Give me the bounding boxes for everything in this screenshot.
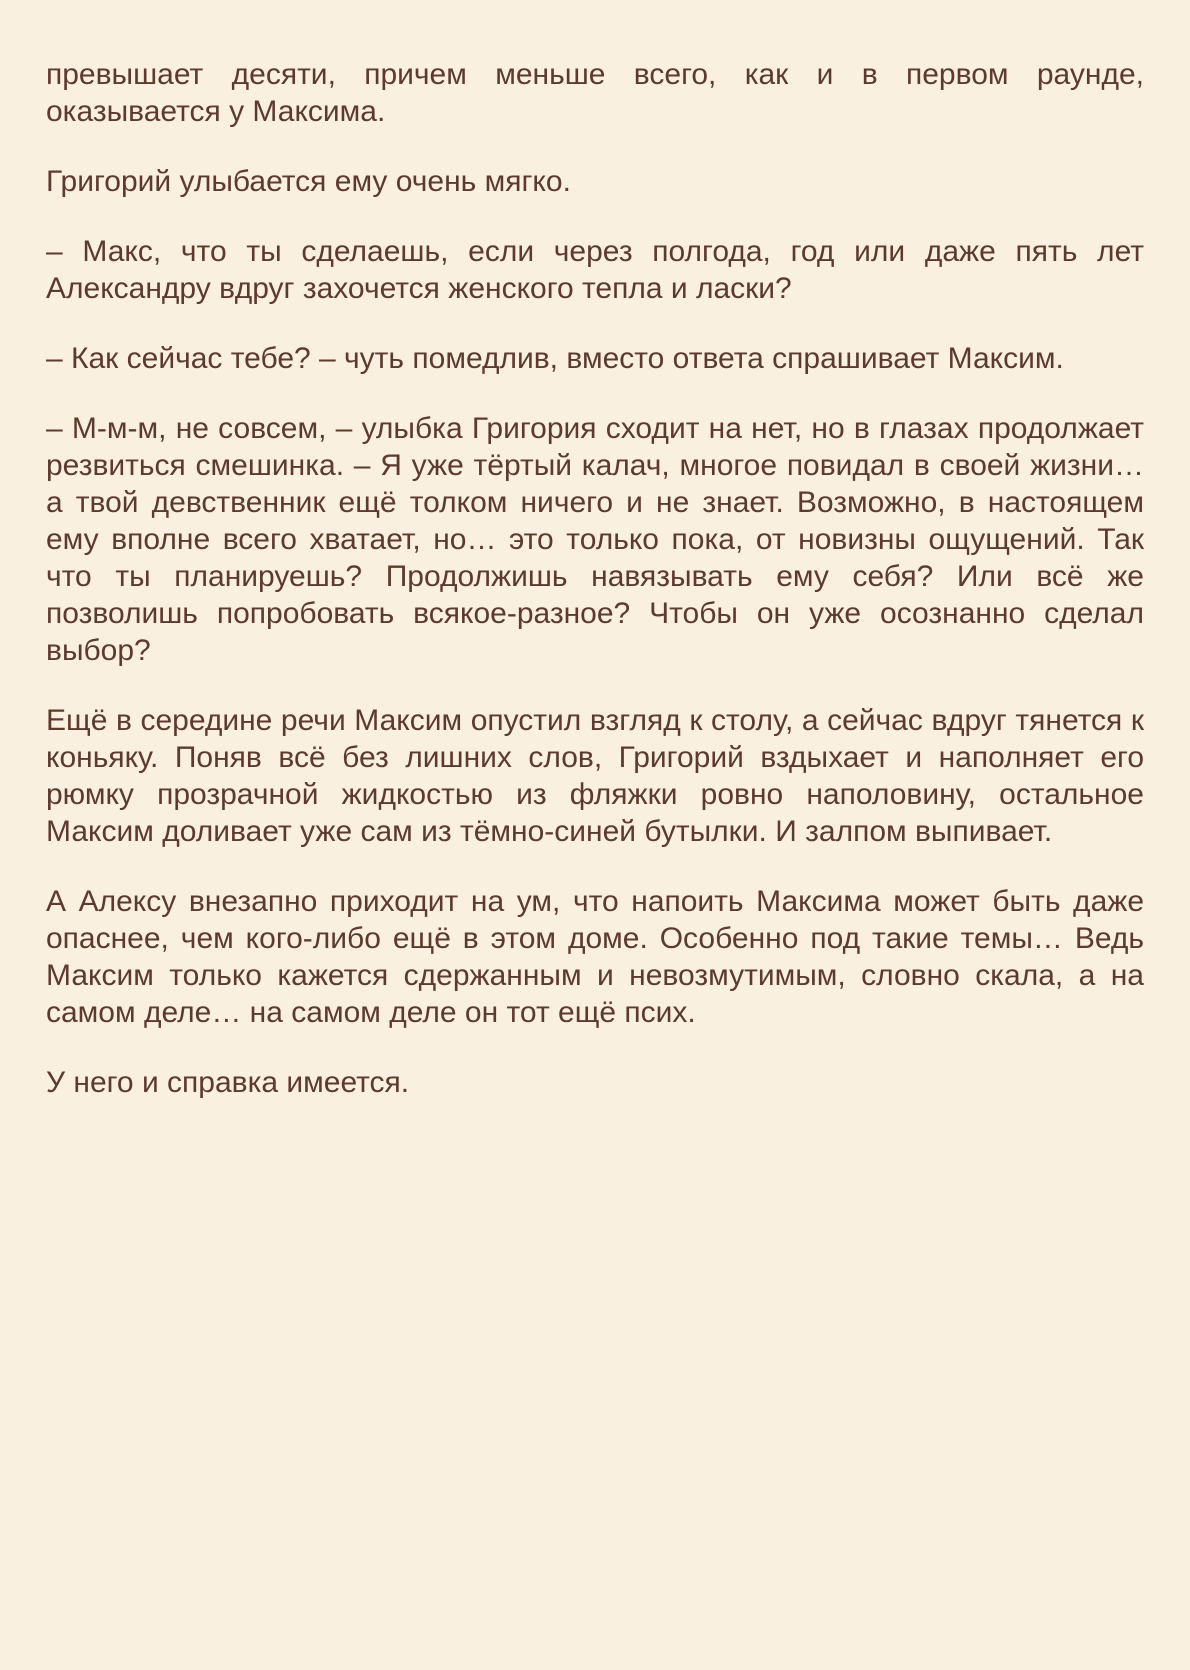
paragraph-8: У него и справка имеется.	[46, 1066, 410, 1099]
paragraph-7: А Алексу внезапно приходит на ум, что напоить Максима может быть даже опаснее, чем кого-либо ещё в этом доме. Особенно под такие темы… Ведь Максим только кажется сдержанным и невозмутимым, словно скала, а на самом деле… на самом деле он тот ещё псих.	[46, 885, 1144, 1029]
paragraph-4: – Как сейчас тебе? – чуть помедлив, вместо ответа спрашивает Максим.	[46, 342, 1064, 375]
paragraph-2: Григорий улыбается ему очень мягко.	[46, 165, 571, 198]
paragraph-3: – Макс, что ты сделаешь, если через полгода, год или даже пять лет Александру вдруг захочется женского тепла и ласки?	[46, 235, 1144, 305]
paragraph-6: Ещё в середине речи Максим опустил взгляд к столу, а сейчас вдруг тянется к коньяку. Поняв всё без лишних слов, Григорий вздыхает и наполняет его рюмку прозрачной жидкостью из фляжки ровно наполовину, остальное Максим доливает уже сам из тёмно-синей бутылки. И залпом выпивает.	[46, 704, 1144, 848]
paragraph-5: – М-м-м, не совсем, – улыбка Григория сходит на нет, но в глазах продолжает резвиться смешинка. – Я уже тёртый калач, многое повидал в своей жизни… а твой девственник ещё толком ничего и не знает. Возможно, в настоящем ему вполне всего хватает, но… это только пока, от новизны ощущений. Так что ты планируешь? Продолжишь навязывать ему себя? Или всё же позволишь попробовать всякое-разное? Чтобы он уже осознанно сделал выбор?	[46, 412, 1144, 667]
paragraph-1: превышает десяти, причем меньше всего, как и в первом раунде, оказывается у Максима.	[46, 58, 1144, 128]
